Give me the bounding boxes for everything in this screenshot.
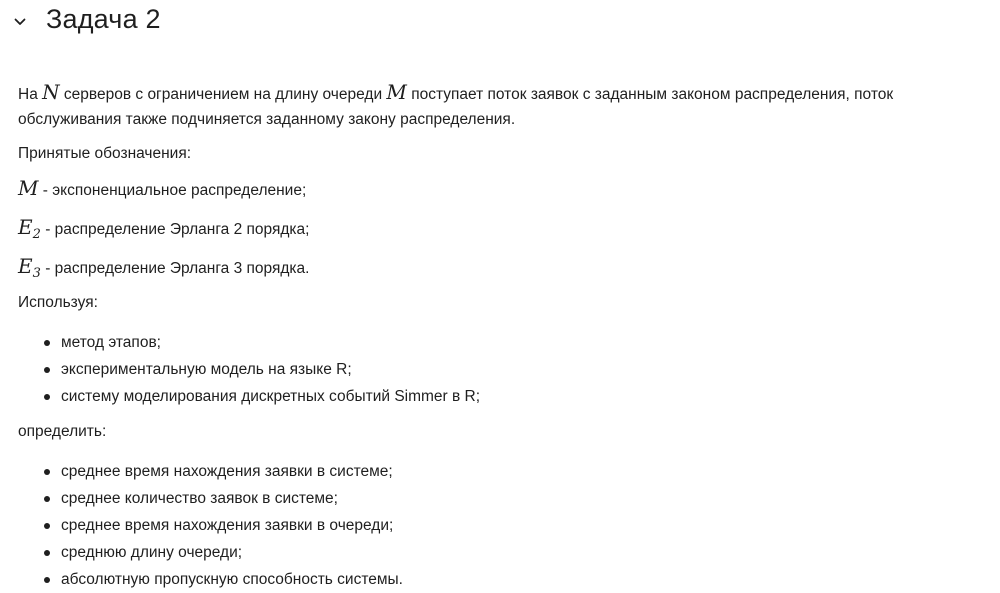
list-item xyxy=(18,539,998,566)
list-item-text: среднее количество заявок в системе; xyxy=(61,490,338,507)
notation-text: - распределение Эрланга 2 порядка; xyxy=(40,221,310,238)
list-item-text: среднее время нахождения заявки в очереди; xyxy=(61,517,394,534)
list-item xyxy=(18,566,998,593)
list-item-text: среднее время нахождения заявки в системе; xyxy=(61,463,393,480)
notation-text: - экспоненциальное распределение; xyxy=(38,182,307,199)
math-subscript: 3 xyxy=(32,266,41,281)
list-item xyxy=(18,356,998,383)
using-heading: Используя: xyxy=(18,294,98,311)
math-m: M xyxy=(386,80,407,104)
intro-text: поступает поток заявок с заданным законом распределения, поток xyxy=(406,86,894,103)
notation-heading: Принятые обозначения: xyxy=(18,145,192,162)
math-symbol: M xyxy=(18,176,39,200)
list-item-text: абсолютную пропускную способность системы. xyxy=(61,571,403,588)
list-item xyxy=(18,329,998,356)
math-subscript: 2 xyxy=(32,227,41,242)
section-title: Задача 2 xyxy=(46,4,161,34)
chevron-down-icon[interactable] xyxy=(12,14,28,30)
list-item xyxy=(18,458,998,485)
list-item xyxy=(18,383,998,410)
determine-heading: определить: xyxy=(18,423,107,440)
bullet-icon xyxy=(44,550,50,556)
notation-item xyxy=(18,252,998,283)
determine-list xyxy=(18,458,998,593)
list-item-text: среднюю длину очереди; xyxy=(61,544,243,561)
math-n: N xyxy=(42,80,60,104)
math-symbol xyxy=(18,254,41,281)
using-list xyxy=(18,329,998,410)
notation-text: - распределение Эрланга 3 порядка. xyxy=(40,260,310,277)
bullet-icon xyxy=(44,367,50,373)
bullet-icon xyxy=(44,577,50,583)
bullet-icon xyxy=(44,340,50,346)
bullet-icon xyxy=(44,469,50,475)
list-item-text: метод этапов; xyxy=(61,334,161,351)
list-item-text: экспериментальную модель на языке R; xyxy=(61,361,352,378)
intro-line-2: обслуживания также подчиняется заданному закону распределения. xyxy=(18,111,516,128)
math-letter: E xyxy=(18,215,33,239)
bullet-icon xyxy=(44,496,50,502)
bullet-icon xyxy=(44,394,50,400)
list-item xyxy=(18,485,998,512)
notation-item xyxy=(18,213,998,244)
bullet-icon xyxy=(44,523,50,529)
task-content xyxy=(18,78,998,593)
list-item-text: систему моделирования дискретных событий Simmer в R; xyxy=(61,388,481,405)
notation-item xyxy=(18,174,998,205)
math-letter: E xyxy=(18,254,33,278)
intro-text: серверов с ограничением на длину очереди xyxy=(59,86,387,103)
intro-line-1 xyxy=(18,78,998,109)
list-item xyxy=(18,512,998,539)
math-symbol xyxy=(18,215,41,242)
intro-text: На xyxy=(18,86,43,103)
